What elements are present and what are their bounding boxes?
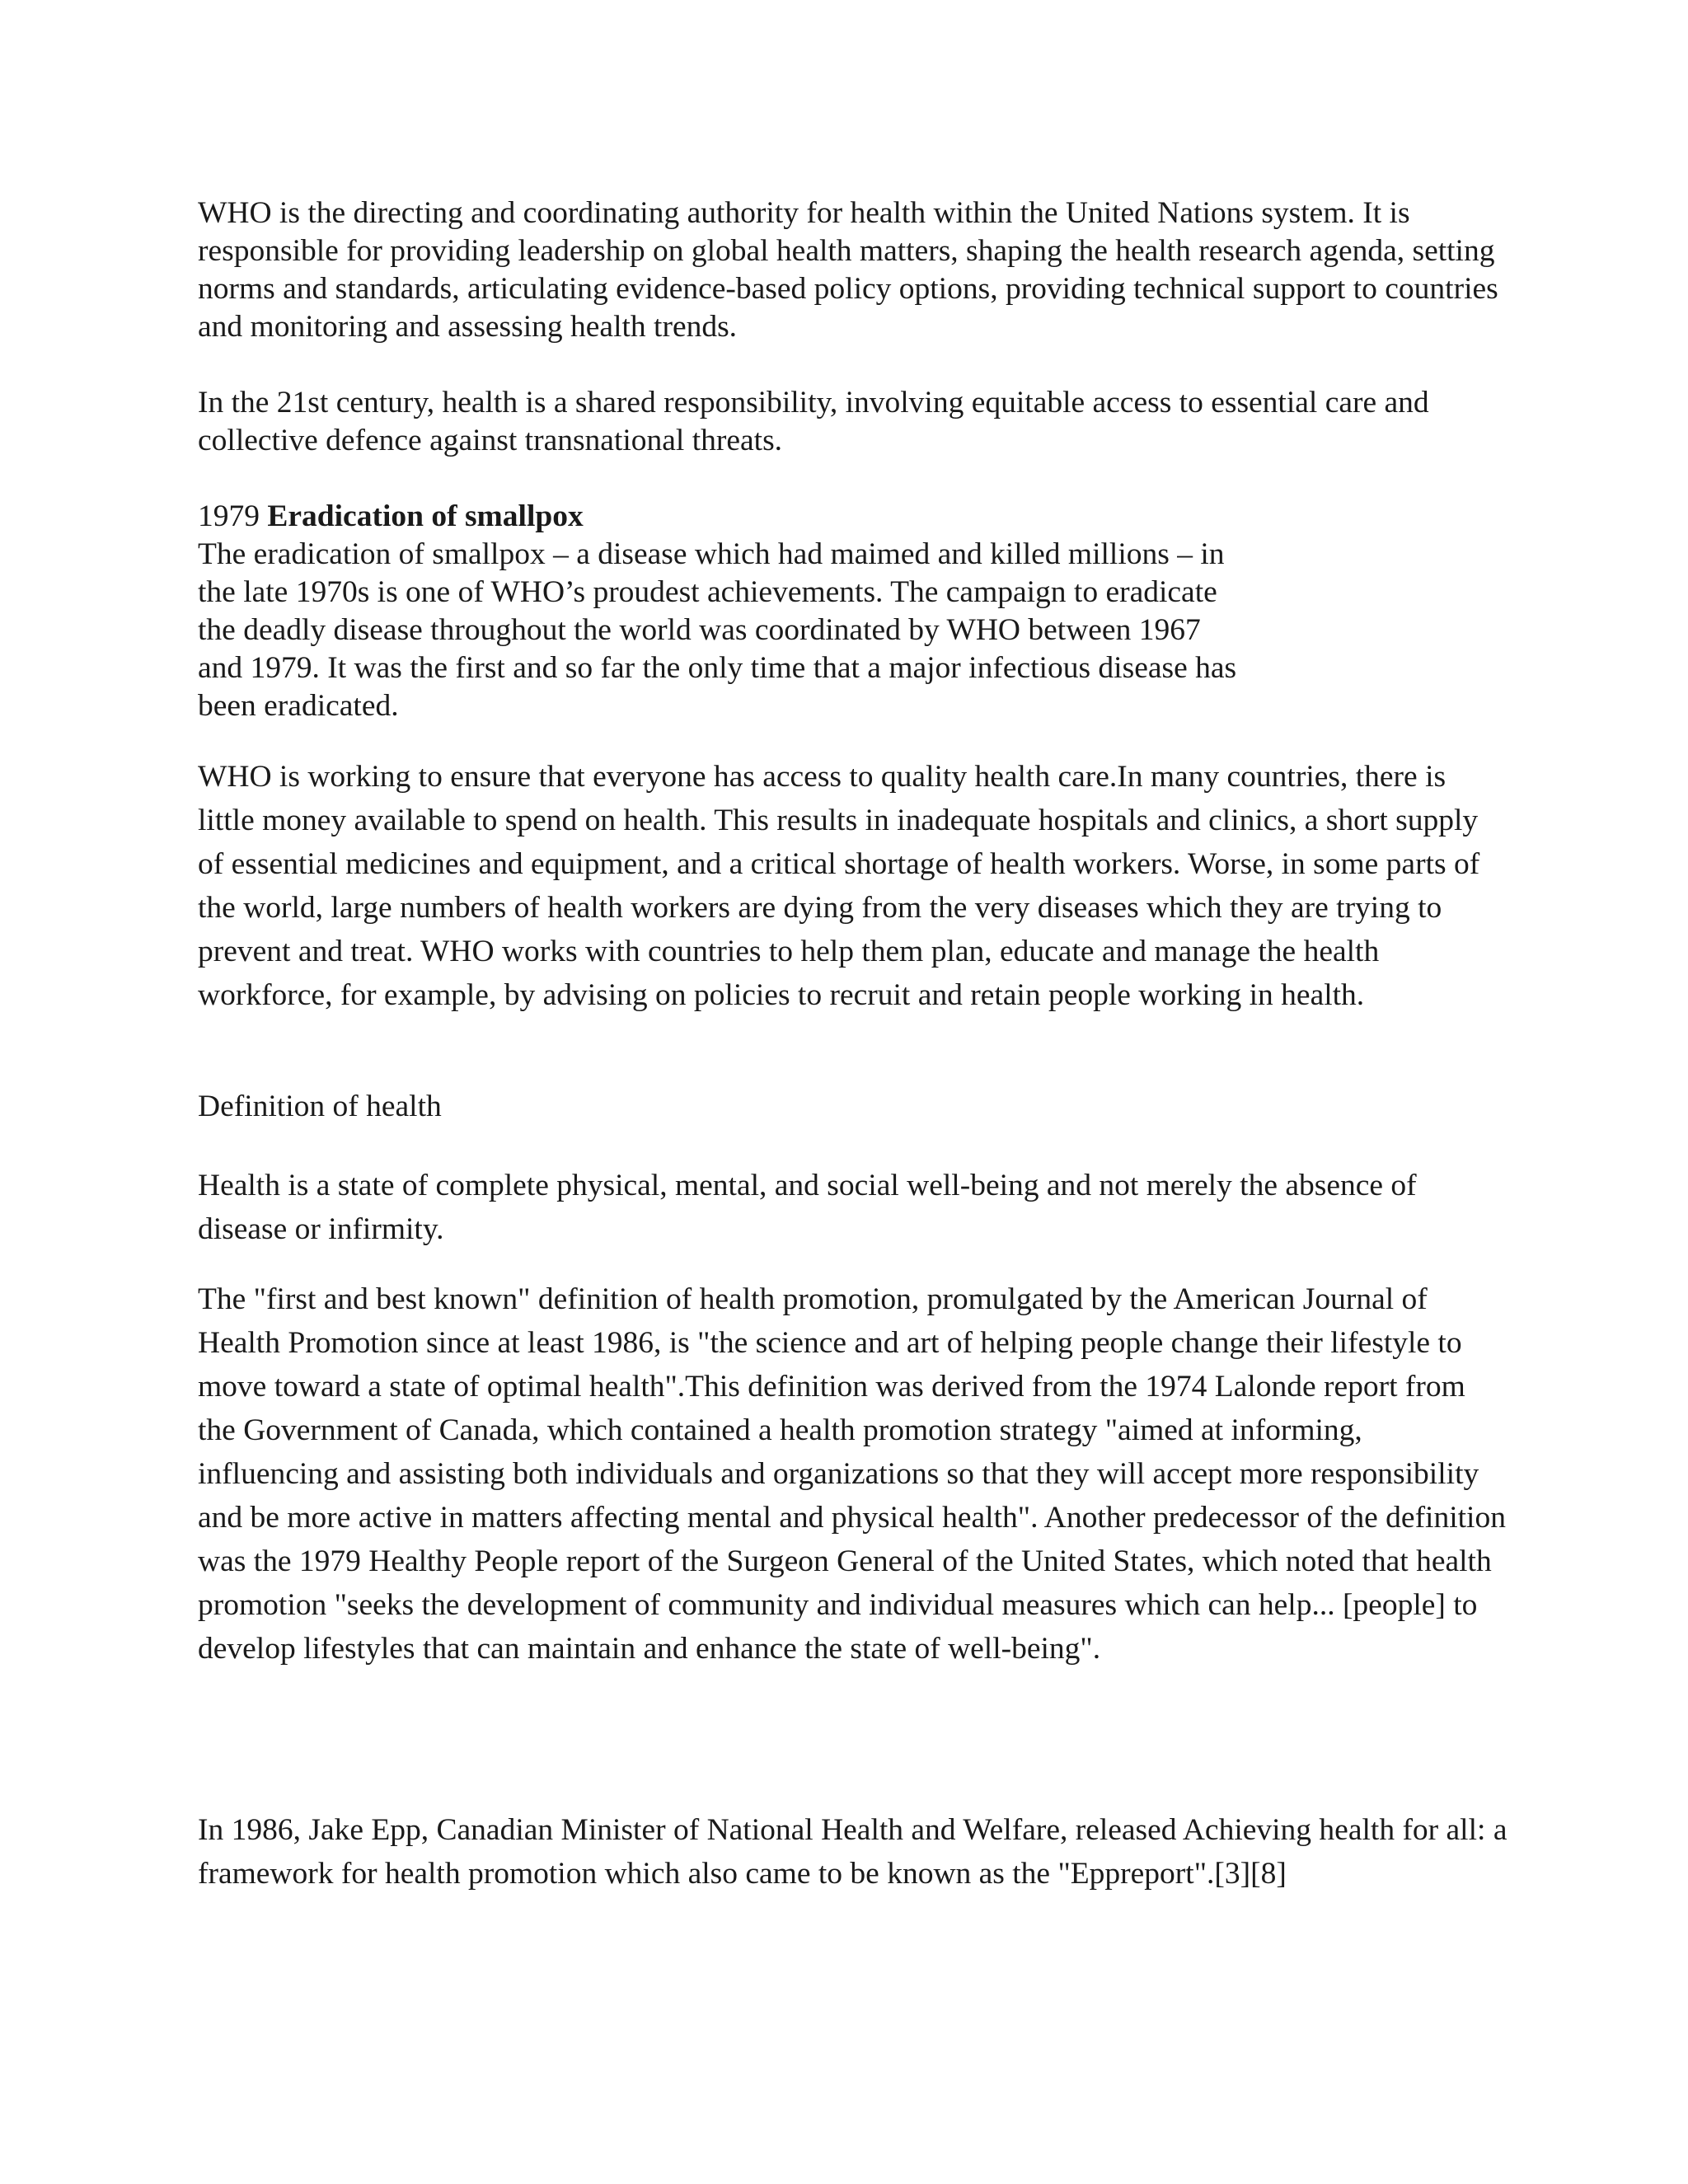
smallpox-section [198,498,1335,725]
health-care-access-paragraph: WHO is working to ensure that everyone has access to quality health care.In many countries, there is little money available to spend on health. This results in inadequate hospitals and clinics, a short supply of essential medicines and equipment, and a critical shortage of health workers. Worse, in some parts of the world, large numbers of health workers are dying from the very diseases which they are trying to prevent and treat. WHO works with countries to help them plan, educate and manage the health workforce, for example, by advising on policies to recruit and retain people working in health. [198,760,1480,1012]
smallpox-heading-line [198,498,1335,536]
health-definition-paragraph: Health is a state of complete physical, mental, and social well-being and not merely the absence of disease or infirmity. [198,1169,1417,1246]
health-promotion-paragraph: The "first and best known" definition of health promotion, promulgated by the American Journal of Health Promotion since at least 1986, is "the science and art of helping people change their lifestyle to move toward a state of optimal health".This definition was derived from the 1974 Lalonde report from the Government of Canada, which contained a health promotion strategy "aimed at informing, influencing and assisting both individuals and organizations so that they will accept more responsibility and be more active in matters affecting mental and physical health". Another predecessor of the definition was the 1979 Healthy People report of the Surgeon General of the United States, which noted that health promotion "seeks the development of community and individual measures which can help... [people] to develop lifestyles that can maintain and enhance the state of well-being". [198,1282,1506,1666]
smallpox-line: been eradicated. [198,689,399,723]
smallpox-line: the deadly disease throughout the world was coordinated by WHO between 1967 [198,613,1201,647]
shared-responsibility-paragraph: In the 21st century, health is a shared responsibility, involving equitable access to essential care and collective defence against transnational threats. [198,386,1429,457]
smallpox-heading: Eradication of smallpox [267,499,584,533]
who-authority-paragraph: WHO is the directing and coordinating authority for health within the United Nations system. It is responsible for providing leadership on global health matters, shaping the health research agenda, setting norms and standards, articulating evidence-based policy options, providing technical support to countries and monitoring and assessing health trends. [198,196,1498,344]
smallpox-line: and 1979. It was the first and so far the only time that a major infectious disease has [198,651,1237,685]
smallpox-line: The eradication of smallpox – a disease which had maimed and killed millions – in [198,537,1225,571]
smallpox-line: the late 1970s is one of WHO’s proudest achievements. The campaign to eradicate [198,575,1217,609]
smallpox-year: 1979 [198,499,260,533]
epp-report-paragraph: In 1986, Jake Epp, Canadian Minister of National Health and Welfare, released Achieving health for all: a framework for health promotion which also came to be known as the "Eppreport".[3][8] [198,1813,1507,1891]
definition-heading: Definition of health [198,1090,442,1123]
